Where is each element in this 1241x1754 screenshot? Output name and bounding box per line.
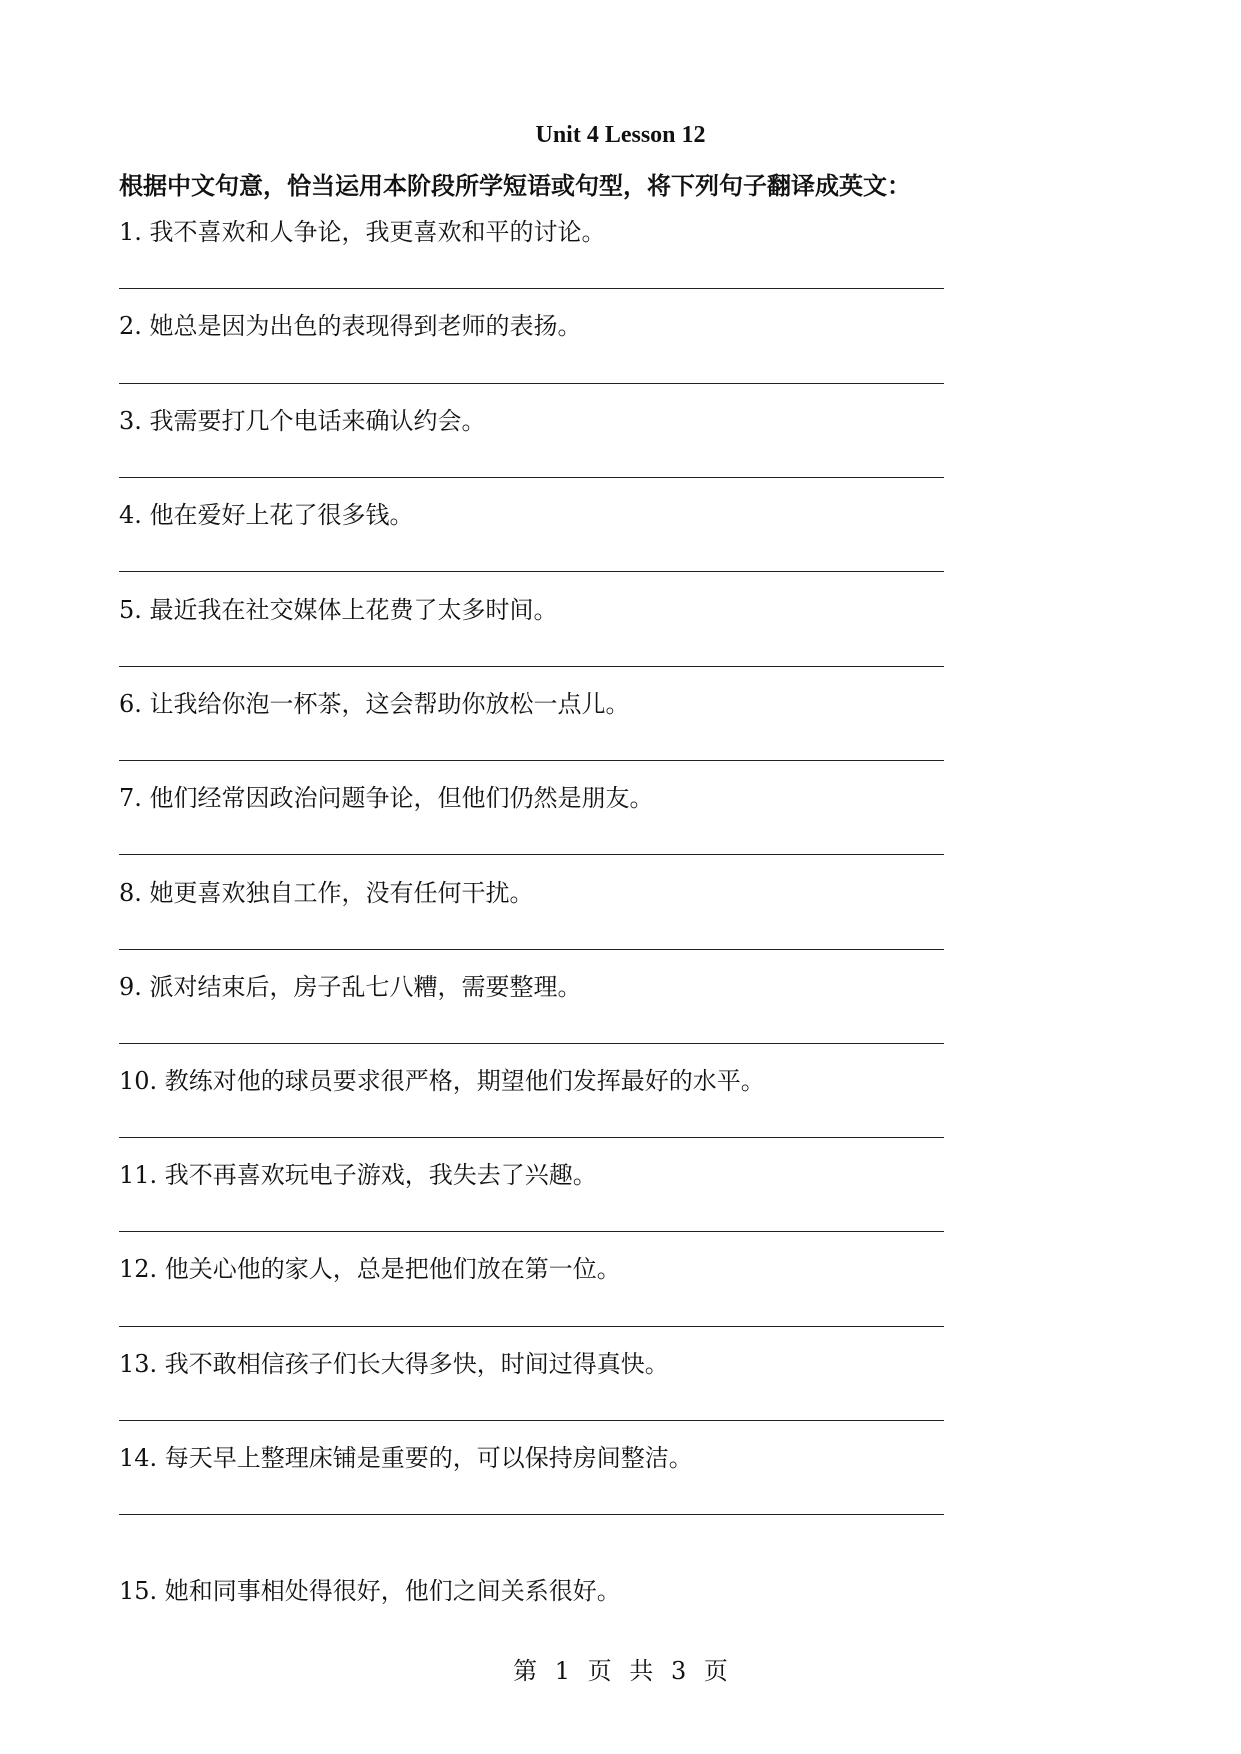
question-2: 2. 她总是因为出色的表现得到老师的表扬。 (119, 312, 582, 340)
answer-line-7[interactable] (119, 854, 944, 855)
question-4: 4. 他在爱好上花了很多钱。 (119, 501, 414, 529)
page-footer: 第 1 页 共 3 页 (513, 1657, 728, 1685)
question-3: 3. 我需要打几个电话来确认约会。 (119, 407, 486, 435)
question-14: 14. 每天早上整理床铺是重要的，可以保持房间整洁。 (119, 1444, 693, 1472)
question-12: 12. 他关心他的家人，总是把他们放在第一位。 (119, 1255, 621, 1283)
answer-line-13[interactable] (119, 1420, 944, 1421)
answer-line-5[interactable] (119, 666, 944, 667)
answer-line-4[interactable] (119, 571, 944, 572)
answer-line-9[interactable] (119, 1043, 944, 1044)
answer-line-10[interactable] (119, 1137, 944, 1138)
question-9: 9. 派对结束后，房子乱七八糟，需要整理。 (119, 973, 582, 1001)
question-7: 7. 他们经常因政治问题争论，但他们仍然是朋友。 (119, 784, 654, 812)
instruction-text: 根据中文句意，恰当运用本阶段所学短语或句型，将下列句子翻译成英文： (119, 171, 911, 200)
answer-line-3[interactable] (119, 477, 944, 478)
answer-line-12[interactable] (119, 1326, 944, 1327)
question-1: 1. 我不喜欢和人争论，我更喜欢和平的讨论。 (119, 218, 606, 246)
answer-line-1[interactable] (119, 288, 944, 289)
answer-line-2[interactable] (119, 383, 944, 384)
question-11: 11. 我不再喜欢玩电子游戏，我失去了兴趣。 (119, 1161, 597, 1189)
answer-line-14[interactable] (119, 1514, 944, 1515)
answer-line-6[interactable] (119, 760, 944, 761)
page-title: Unit 4 Lesson 12 (535, 122, 706, 148)
question-5: 5. 最近我在社交媒体上花费了太多时间。 (119, 596, 558, 624)
question-13: 13. 我不敢相信孩子们长大得多快，时间过得真快。 (119, 1350, 669, 1378)
answer-line-11[interactable] (119, 1231, 944, 1232)
answer-line-8[interactable] (119, 949, 944, 950)
question-8: 8. 她更喜欢独自工作，没有任何干扰。 (119, 879, 534, 907)
question-10: 10. 教练对他的球员要求很严格，期望他们发挥最好的水平。 (119, 1067, 765, 1095)
question-6: 6. 让我给你泡一杯茶，这会帮助你放松一点儿。 (119, 690, 630, 718)
question-15: 15. 她和同事相处得很好，他们之间关系很好。 (119, 1577, 621, 1605)
